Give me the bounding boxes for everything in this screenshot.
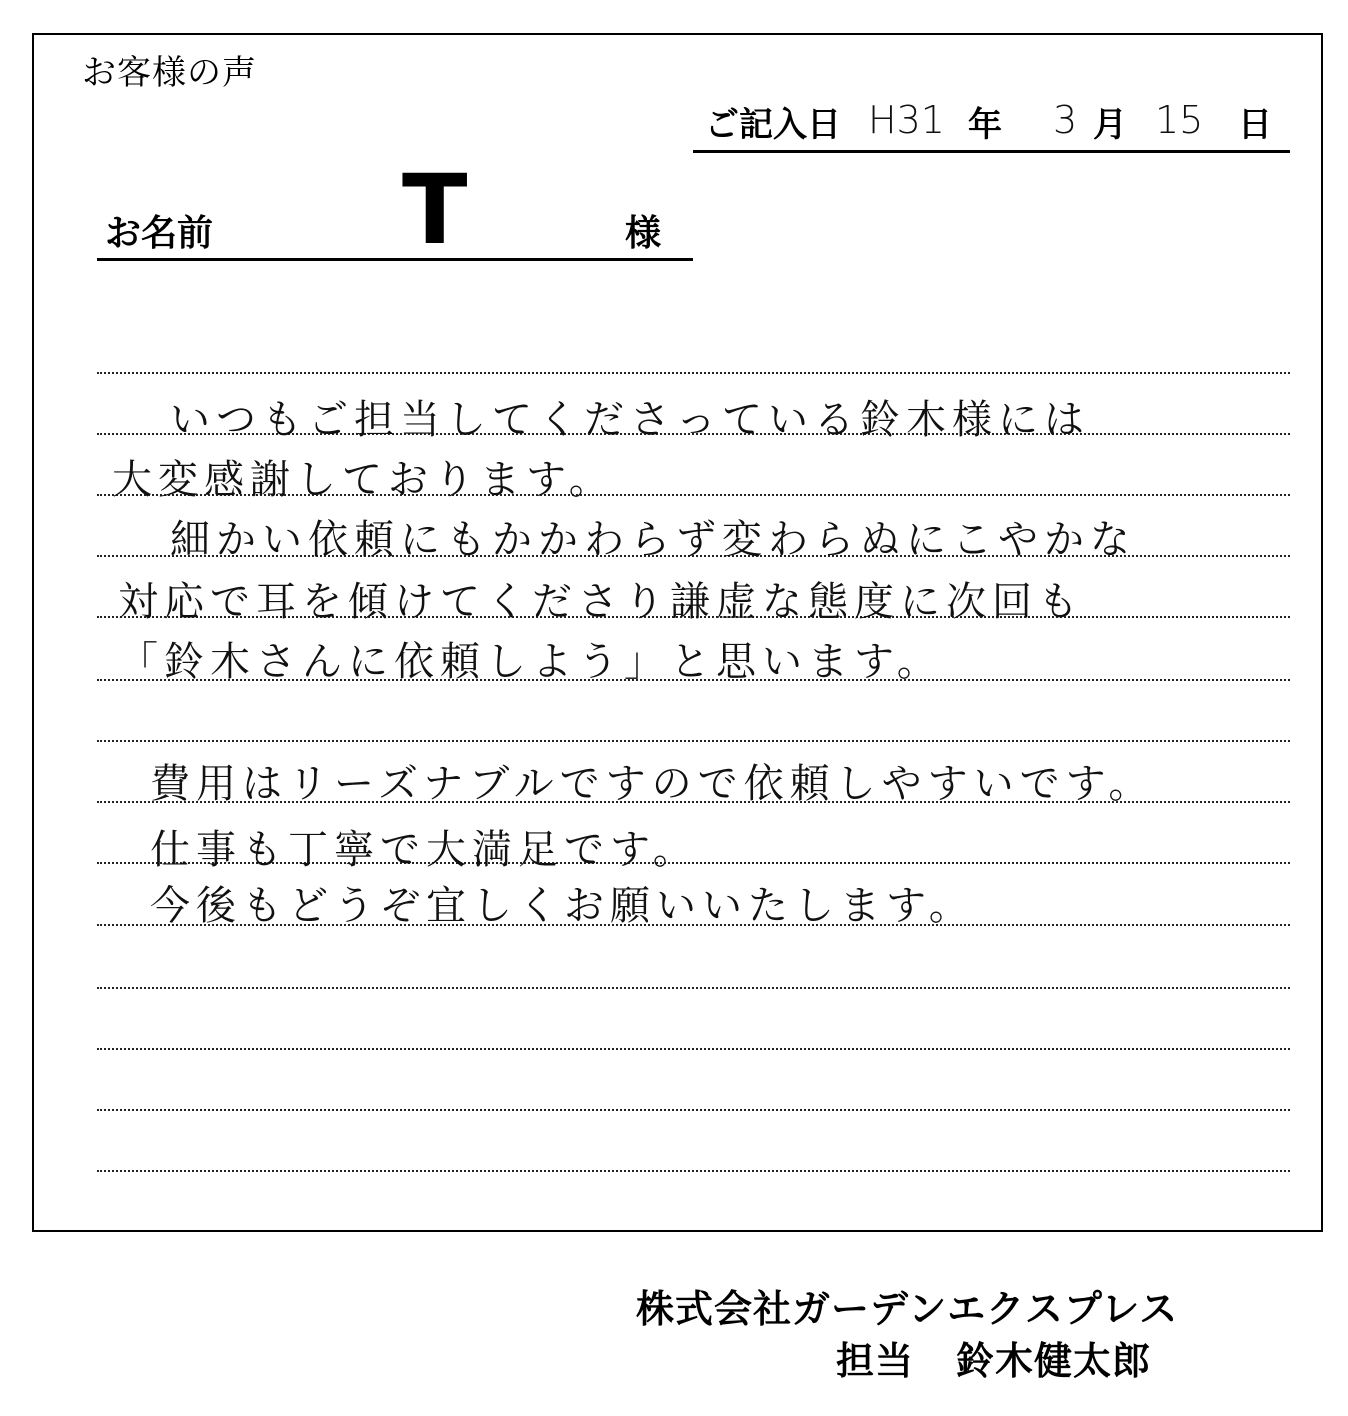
ruled-line [97,1170,1290,1172]
date-row [693,70,1290,153]
footer-company: 株式会社ガーデンエクスプレス [636,1286,1179,1331]
comment-line: 仕事も丁寧で大満足です。 [150,827,699,873]
ruled-line [97,372,1290,374]
footer-contact-name: 鈴木健太郎 [956,1338,1152,1383]
comment-line: 対応で耳を傾けてくださり謙虚な態度に次回も [118,579,1084,625]
footer-contact [836,1330,1151,1385]
ruled-line [97,1048,1290,1050]
date-day: 15 [1155,98,1204,142]
date-month-unit: 月 [1093,105,1127,145]
date-label: ご記入日 [705,105,841,145]
name-suffix: 様 [625,213,662,254]
comment-line: 大変感謝しております。 [112,457,615,503]
comment-line: 「鈴木さんに依頼しよう」と思います。 [118,639,943,685]
ruled-line [97,987,1290,989]
name-row [97,154,693,266]
comment-line: 今後もどうぞ宜しくお願いいたします。 [150,883,975,929]
date-month: 3 [1053,98,1078,142]
comment-line: 費用はリーズナブルですので依頼しやすいです。 [150,761,1155,807]
date-year-unit: 年 [968,105,1002,145]
ruled-line [97,740,1290,742]
name-value: T [402,154,468,266]
form-title: お客様の声 [82,53,257,93]
name-label: お名前 [105,213,214,254]
ruled-line [97,1109,1290,1111]
comment-line: いつもご担当してくださっている鈴木様には [170,397,1090,443]
comment-line: 細かい依頼にもかかわらず変わらぬにこやかな [170,517,1136,563]
date-era-year: H31 [868,98,945,142]
date-day-unit: 日 [1238,105,1272,145]
footer-contact-label: 担当 [836,1338,915,1383]
